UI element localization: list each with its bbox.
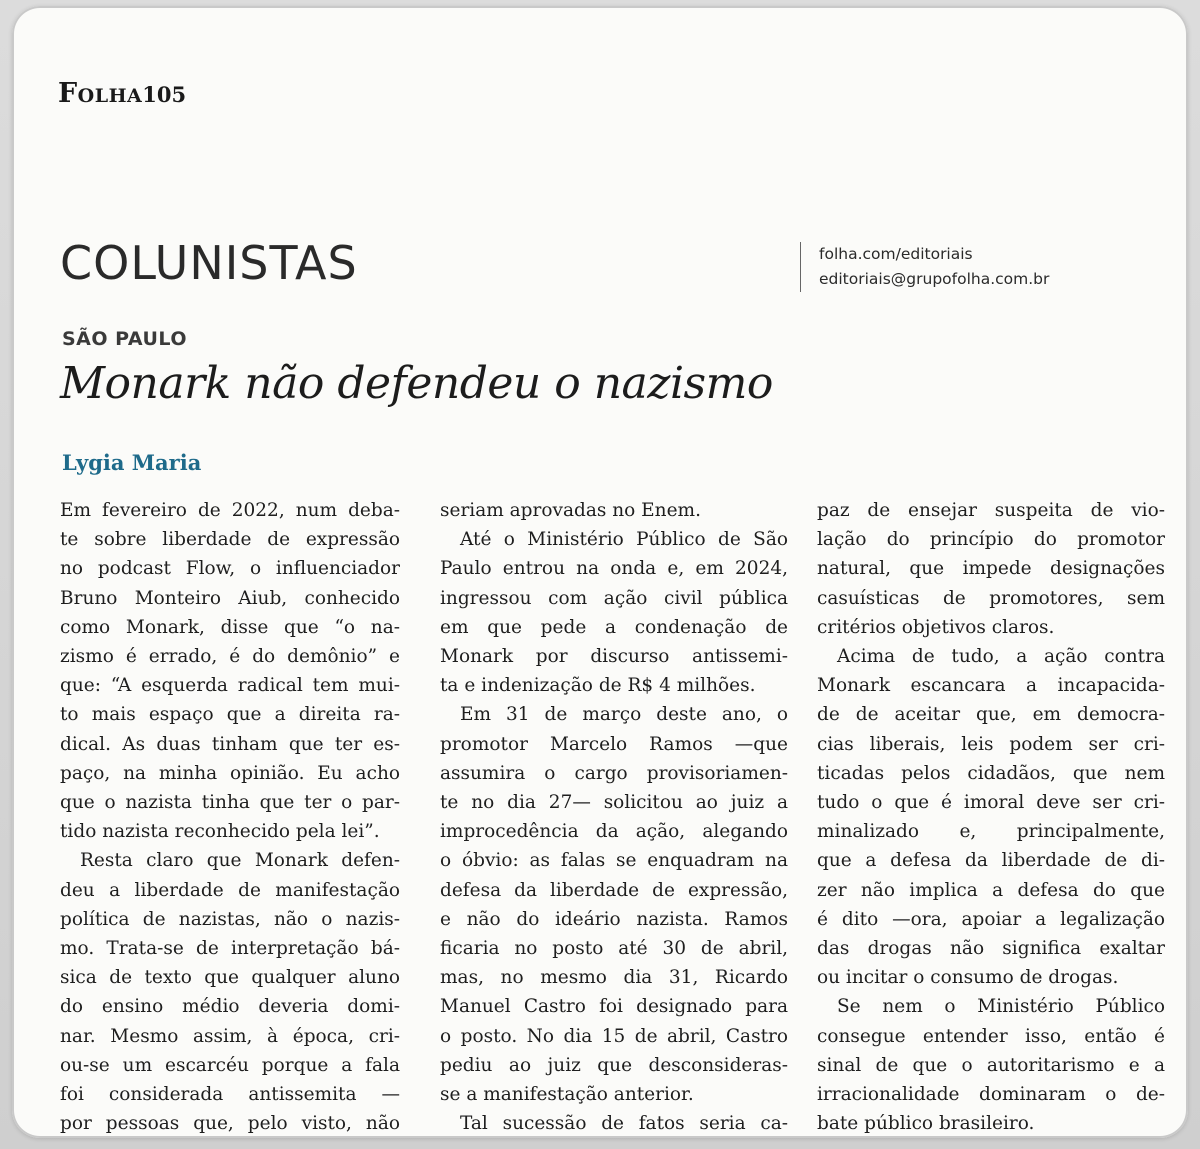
article-line: que o nazista tinha que ter o par- — [60, 792, 400, 814]
article-line: zismo é errado, é do demônio” e — [60, 646, 400, 668]
article-line: ou incitar o consumo de drogas. — [817, 967, 1119, 989]
article-line: mas, no mesmo dia 31, Ricardo — [440, 967, 788, 989]
article-author[interactable]: Lygia Maria — [62, 450, 202, 475]
masthead-name: Folha — [58, 78, 143, 109]
newspaper-page — [12, 6, 1188, 1138]
article-line: paço, na minha opinião. Eu acho — [60, 762, 400, 784]
article-line: Em 31 de março deste ano, o — [460, 704, 788, 726]
editorial-email[interactable]: editoriais@grupofolha.com.br — [819, 270, 1050, 288]
article-line: Acima de tudo, a ação contra — [837, 646, 1165, 668]
article-kicker: SÃO PAULO — [62, 328, 187, 350]
article-line: tudo o que é imoral deve ser cri- — [817, 792, 1165, 814]
article-line: Resta claro que Monark defen- — [80, 850, 400, 872]
article-column-2 — [440, 496, 788, 1138]
article-line: mo. Trata-se de interpretação bá- — [60, 938, 400, 960]
editorial-link[interactable]: folha.com/editoriais — [819, 245, 973, 263]
article-line: ta e indenização de R$ 4 milhões. — [440, 675, 756, 697]
article-line: lação do princípio do promotor — [817, 529, 1165, 551]
article-line: o posto. No dia 15 de abril, Castro — [440, 1025, 788, 1047]
article-line: defesa da liberdade de expressão, — [440, 879, 788, 901]
article-line: ficaria no posto até 30 de abril, — [440, 938, 788, 960]
article-line: Até o Ministério Público de São — [460, 529, 788, 551]
article-line: ingressou com ação civil pública — [440, 587, 788, 609]
article-line: zer não implica a defesa do que — [817, 879, 1165, 901]
article-line: no podcast Flow, o influenciador — [60, 558, 400, 580]
article-line: critérios objetivos claros. — [817, 616, 1055, 638]
section-title: COLUNISTAS — [60, 236, 358, 290]
article-line: política de nazistas, não o nazis- — [60, 908, 400, 930]
article-column-1 — [60, 496, 400, 1138]
article-line: sica de texto que qualquer aluno — [60, 967, 400, 989]
article-line: Paulo entrou na onda e, em 2024, — [440, 558, 788, 580]
article-line: Manuel Castro foi designado para — [440, 996, 788, 1018]
article-line: minalizado e, principalmente, — [817, 821, 1165, 843]
article-line: sinal de que o autoritarismo e a — [817, 1054, 1165, 1076]
article-line: e não do ideário nazista. Ramos — [440, 908, 788, 930]
article-line: que a defesa da liberdade de di- — [817, 850, 1165, 872]
article-line: Bruno Monteiro Aiub, conhecido — [60, 587, 400, 609]
article-line: dical. As duas tinham que ter es- — [60, 733, 400, 755]
article-headline: Monark não defendeu o nazismo — [60, 358, 773, 409]
masthead-number: 105 — [142, 82, 187, 107]
article-line: consegue entender isso, então é — [817, 1025, 1165, 1047]
article-line: pediu ao juiz que desconsideras- — [440, 1054, 788, 1076]
article-line: nar. Mesmo assim, à época, cri- — [60, 1025, 400, 1047]
article-line: te no dia 27— solicitou ao juiz a — [440, 792, 788, 814]
article-line: seriam aprovadas no Enem. — [440, 500, 701, 521]
article-line: foi considerada antissemita — — [60, 1084, 400, 1106]
article-column-3 — [817, 496, 1165, 1138]
masthead — [58, 78, 186, 109]
article-line: de de aceitar que, em democra- — [817, 704, 1165, 726]
article-line: improcedência da ação, alegando — [440, 821, 788, 843]
article-line: irracionalidade dominaram o de- — [817, 1084, 1165, 1106]
article-line: promotor Marcelo Ramos —que — [440, 733, 788, 755]
article-line: é dito —ora, apoiar a legalização — [817, 908, 1165, 930]
article-line: ticadas pelos cidadãos, que nem — [817, 762, 1165, 784]
article-line: se a manifestação anterior. — [440, 1084, 694, 1106]
article-line: por pessoas que, pelo visto, não — [60, 1113, 400, 1135]
article-line: Se nem o Ministério Público — [837, 996, 1165, 1018]
section-contact — [800, 242, 1049, 292]
article-line: ou-se um escarcéu porque a fala — [60, 1054, 400, 1076]
article-line: como Monark, disse que “o na- — [60, 616, 400, 638]
article-line: em que pede a condenação de — [440, 616, 788, 638]
article-line: paz de ensejar suspeita de vio- — [817, 500, 1165, 521]
article-line: te sobre liberdade de expressão — [60, 529, 400, 551]
article-line: casuísticas de promotores, sem — [817, 587, 1165, 609]
article-line: tido nazista reconhecido pela lei”. — [60, 821, 380, 843]
article-line: Monark por discurso antissemi- — [440, 646, 788, 668]
article-line: Tal sucessão de fatos seria ca- — [460, 1113, 788, 1135]
article-line: assumira o cargo provisoriamen- — [440, 762, 788, 784]
article-line: cias liberais, leis podem ser cri- — [817, 733, 1165, 755]
article-line: o óbvio: as falas se enquadram na — [440, 850, 788, 872]
article-line: to mais espaço que a direita ra- — [60, 704, 400, 726]
article-line: do ensino médio deveria domi- — [60, 996, 400, 1018]
article-line: bate público brasileiro. — [817, 1113, 1035, 1135]
article-line: Monark escancara a incapacida- — [817, 675, 1165, 697]
article-line: que: “A esquerda radical tem mui- — [60, 675, 400, 697]
article-line: das drogas não significa exaltar — [817, 938, 1165, 960]
article-line: deu a liberdade de manifestação — [60, 879, 400, 901]
article-line: Em fevereiro de 2022, num deba- — [60, 500, 400, 521]
article-line: natural, que impede designações — [817, 558, 1165, 580]
